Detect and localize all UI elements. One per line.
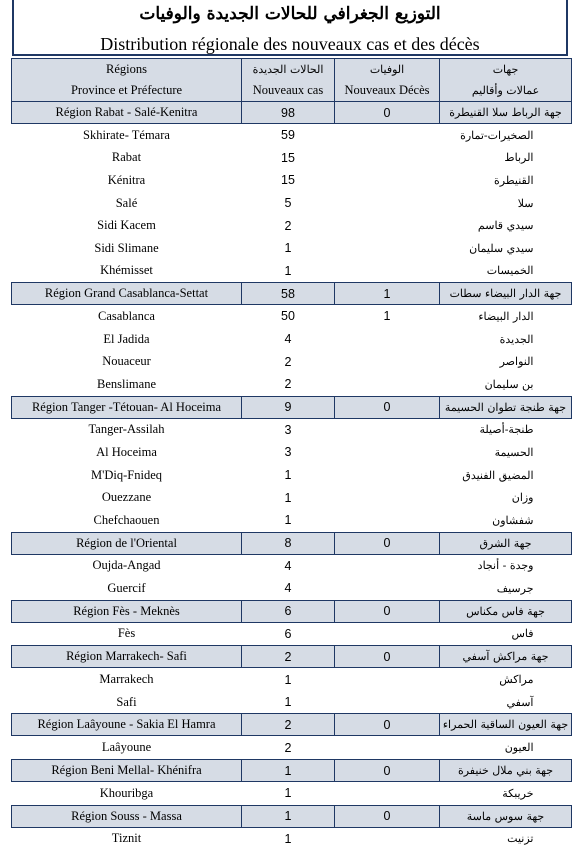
province-row [12, 147, 572, 170]
province-name: Al Hoceima [96, 444, 157, 459]
region-row [12, 532, 572, 554]
region-name-ar: جهة طنجة تطوان الحسيمة [440, 396, 572, 418]
new-cases: 98 [242, 102, 335, 124]
province-row [12, 350, 572, 373]
province-row [12, 305, 572, 328]
region-name: Région Rabat - Salé-Kenitra [12, 102, 242, 124]
province-name: Kénitra [107, 172, 146, 187]
region-row [12, 714, 572, 736]
province-name: Rabat [111, 150, 142, 165]
province-name-ar: الصخيرات-تمارة [460, 128, 534, 142]
province-name: Tiznit [111, 831, 142, 846]
region-name: Région Souss - Massa [12, 805, 242, 827]
region-row [12, 646, 572, 668]
new-deaths [335, 782, 440, 806]
province-name: El Jadida [103, 331, 150, 346]
new-cases: 8 [242, 532, 335, 554]
province-name-ar: سيدي قاسم [477, 219, 534, 233]
new-cases: 1 [284, 513, 292, 528]
region-row [12, 283, 572, 305]
new-cases: 1 [284, 695, 292, 710]
new-cases: 1 [284, 241, 292, 256]
province-row [12, 237, 572, 260]
new-deaths [335, 169, 440, 192]
region-row [12, 600, 572, 622]
new-cases: 4 [284, 558, 292, 573]
region-row [12, 396, 572, 418]
new-cases: 1 [284, 672, 292, 687]
province-row [12, 260, 572, 283]
new-cases: 2 [284, 354, 292, 369]
province-row [12, 464, 572, 487]
province-row [12, 328, 572, 351]
province-name-ar: جرسيف [496, 581, 534, 595]
new-cases: 2 [242, 714, 335, 736]
new-deaths [335, 577, 440, 600]
province-row [12, 577, 572, 600]
province-name-ar: الجديدة [499, 332, 534, 346]
new-deaths: 0 [335, 805, 440, 827]
new-deaths [335, 237, 440, 260]
region-row [12, 760, 572, 782]
province-name: Chefchaouen [93, 512, 160, 527]
new-cases: 2 [284, 218, 292, 233]
province-row [12, 736, 572, 760]
province-name-ar: سيدي سليمان [469, 241, 534, 255]
province-name: Nouaceur [102, 354, 151, 369]
province-name: Oujda-Angad [92, 558, 161, 573]
new-cases: 2 [242, 646, 335, 668]
new-deaths [335, 214, 440, 237]
new-deaths [335, 668, 440, 691]
new-cases: 1 [284, 831, 292, 846]
province-name: Ouezzane [101, 490, 152, 505]
new-cases: 6 [284, 626, 292, 641]
province-name: M'Diq-Fnideq [90, 467, 162, 482]
province-name-ar: طنجة-أصيلة [479, 423, 534, 437]
province-name: Benslimane [96, 376, 156, 391]
new-cases: 1 [242, 760, 335, 782]
new-deaths [335, 124, 440, 147]
region-name: Région Marrakech- Safi [12, 646, 242, 668]
province-name-ar: وزان [511, 491, 534, 505]
province-name-ar: آسفي [506, 695, 534, 709]
region-name-ar: جهة الرباط سلا القنيطرة [440, 102, 572, 124]
province-row [12, 691, 572, 714]
new-cases: 2 [284, 740, 292, 755]
new-cases: 1 [284, 490, 292, 505]
province-name-ar: الخميسات [486, 264, 534, 278]
new-deaths [335, 147, 440, 170]
new-deaths [335, 736, 440, 760]
header-cases-ar: الحالات الجديدة [242, 59, 335, 81]
province-row [12, 486, 572, 509]
province-name-ar: تزنيت [507, 832, 534, 846]
province-name-ar: سلا [517, 196, 534, 210]
province-name-ar: الحسيمة [494, 445, 534, 459]
new-deaths [335, 373, 440, 396]
region-name-ar: جهة فاس مكناس [440, 600, 572, 622]
province-name: Safi [116, 694, 137, 709]
new-cases: 15 [281, 150, 295, 165]
new-cases: 1 [284, 468, 292, 483]
province-name-ar: العيون [504, 741, 534, 755]
province-row [12, 418, 572, 441]
province-name-ar: وجدة - أنجاد [477, 559, 534, 573]
new-deaths [335, 441, 440, 464]
new-deaths: 0 [335, 600, 440, 622]
region-name-ar: جهة سوس ماسة [440, 805, 572, 827]
new-cases: 1 [284, 786, 292, 801]
header-cases: Nouveaux cas [242, 80, 335, 102]
province-name-ar: الرباط [504, 151, 534, 165]
province-name-ar: الدار البيضاء [478, 309, 534, 323]
new-cases: 2 [284, 377, 292, 392]
province-name-ar: خريبكة [502, 786, 534, 800]
header-province: Province et Préfecture [12, 80, 242, 102]
new-deaths [335, 509, 440, 532]
province-name-ar: مراكش [499, 673, 534, 687]
province-name: Guercif [107, 580, 146, 595]
new-cases: 15 [281, 173, 295, 188]
header-regions-ar: جهات [440, 59, 572, 81]
new-deaths [335, 464, 440, 487]
new-cases: 6 [242, 600, 335, 622]
region-name: Région Beni Mellal- Khénifra [12, 760, 242, 782]
region-name: Région Laâyoune - Sakia El Hamra [12, 714, 242, 736]
new-deaths [335, 691, 440, 714]
new-cases: 1 [242, 805, 335, 827]
new-deaths: 0 [335, 532, 440, 554]
new-deaths [335, 192, 440, 215]
province-row [12, 782, 572, 806]
new-cases: 9 [242, 396, 335, 418]
new-cases: 4 [284, 332, 292, 347]
title-arabic: التوزيع الجغرافي للحالات الجديدة والوفيات [139, 4, 441, 24]
new-deaths: 1 [383, 309, 391, 324]
province-row [12, 373, 572, 396]
province-name-ar: شفشاون [492, 513, 534, 527]
header-deaths: Nouveaux Décès [335, 80, 440, 102]
province-name: Sidi Slimane [94, 240, 159, 255]
province-name: Salé [115, 195, 138, 210]
province-name-ar: القنيطرة [494, 173, 534, 187]
province-row [12, 192, 572, 215]
region-name-ar: جهة الشرق [440, 532, 572, 554]
new-deaths: 0 [335, 102, 440, 124]
new-deaths [335, 554, 440, 577]
new-deaths [335, 827, 440, 850]
header-deaths-ar: الوفيات [335, 59, 440, 81]
new-deaths: 0 [335, 760, 440, 782]
province-row [12, 668, 572, 691]
province-row [12, 441, 572, 464]
region-name-ar: جهة العيون الساقية الحمراء [440, 714, 572, 736]
new-cases: 59 [281, 128, 295, 143]
region-row [12, 805, 572, 827]
province-row [12, 169, 572, 192]
province-name: Casablanca [98, 308, 155, 323]
province-name: Marrakech [99, 672, 154, 687]
new-deaths [335, 260, 440, 283]
province-row [12, 214, 572, 237]
province-row [12, 554, 572, 577]
new-deaths: 1 [335, 283, 440, 305]
region-name: Région Tanger -Tétouan- Al Hoceima [12, 396, 242, 418]
province-row [12, 827, 572, 850]
new-deaths: 0 [335, 396, 440, 418]
title-box [12, 0, 568, 56]
header-regions: Régions [12, 59, 242, 81]
province-name: Fès [117, 626, 136, 641]
province-row [12, 124, 572, 147]
header-province-ar: عمالات وأقاليم [440, 80, 572, 102]
region-name-ar: جهة الدار البيضاء سطات [440, 283, 572, 305]
new-cases: 5 [284, 196, 292, 211]
province-name: Laâyoune [101, 740, 152, 755]
new-deaths: 0 [335, 646, 440, 668]
region-row [12, 102, 572, 124]
new-deaths [335, 622, 440, 646]
new-deaths [335, 418, 440, 441]
province-name: Sidi Kacem [97, 218, 156, 233]
province-row [12, 622, 572, 646]
title-french: Distribution régionale des nouveaux cas et des décès [100, 34, 480, 54]
new-cases: 4 [284, 581, 292, 596]
province-name: Skhirate- Témara [83, 127, 170, 142]
province-name: Tanger-Assilah [88, 422, 165, 437]
new-cases: 50 [281, 309, 295, 324]
region-name: Région Fès - Meknès [12, 600, 242, 622]
new-cases: 58 [242, 283, 335, 305]
province-row [12, 509, 572, 532]
region-name: Région Grand Casablanca-Settat [12, 283, 242, 305]
region-name-ar: جهة مراكش آسفي [440, 646, 572, 668]
province-name-ar: النواصر [499, 355, 534, 369]
new-deaths: 0 [335, 714, 440, 736]
province-name: Khouribga [99, 785, 154, 800]
new-deaths [335, 328, 440, 351]
region-name-ar: جهة بني ملال خنيفرة [440, 760, 572, 782]
distribution-table [11, 58, 572, 850]
new-cases: 1 [284, 263, 292, 278]
new-deaths [335, 486, 440, 509]
new-deaths [335, 350, 440, 373]
province-name-ar: المضيق الفنيدق [462, 468, 534, 482]
new-cases: 3 [284, 422, 292, 437]
region-name: Région de l'Oriental [12, 532, 242, 554]
new-cases: 3 [284, 445, 292, 460]
province-name: Khémisset [100, 263, 153, 278]
province-name-ar: بن سليمان [484, 377, 534, 391]
province-name-ar: فاس [511, 627, 534, 641]
